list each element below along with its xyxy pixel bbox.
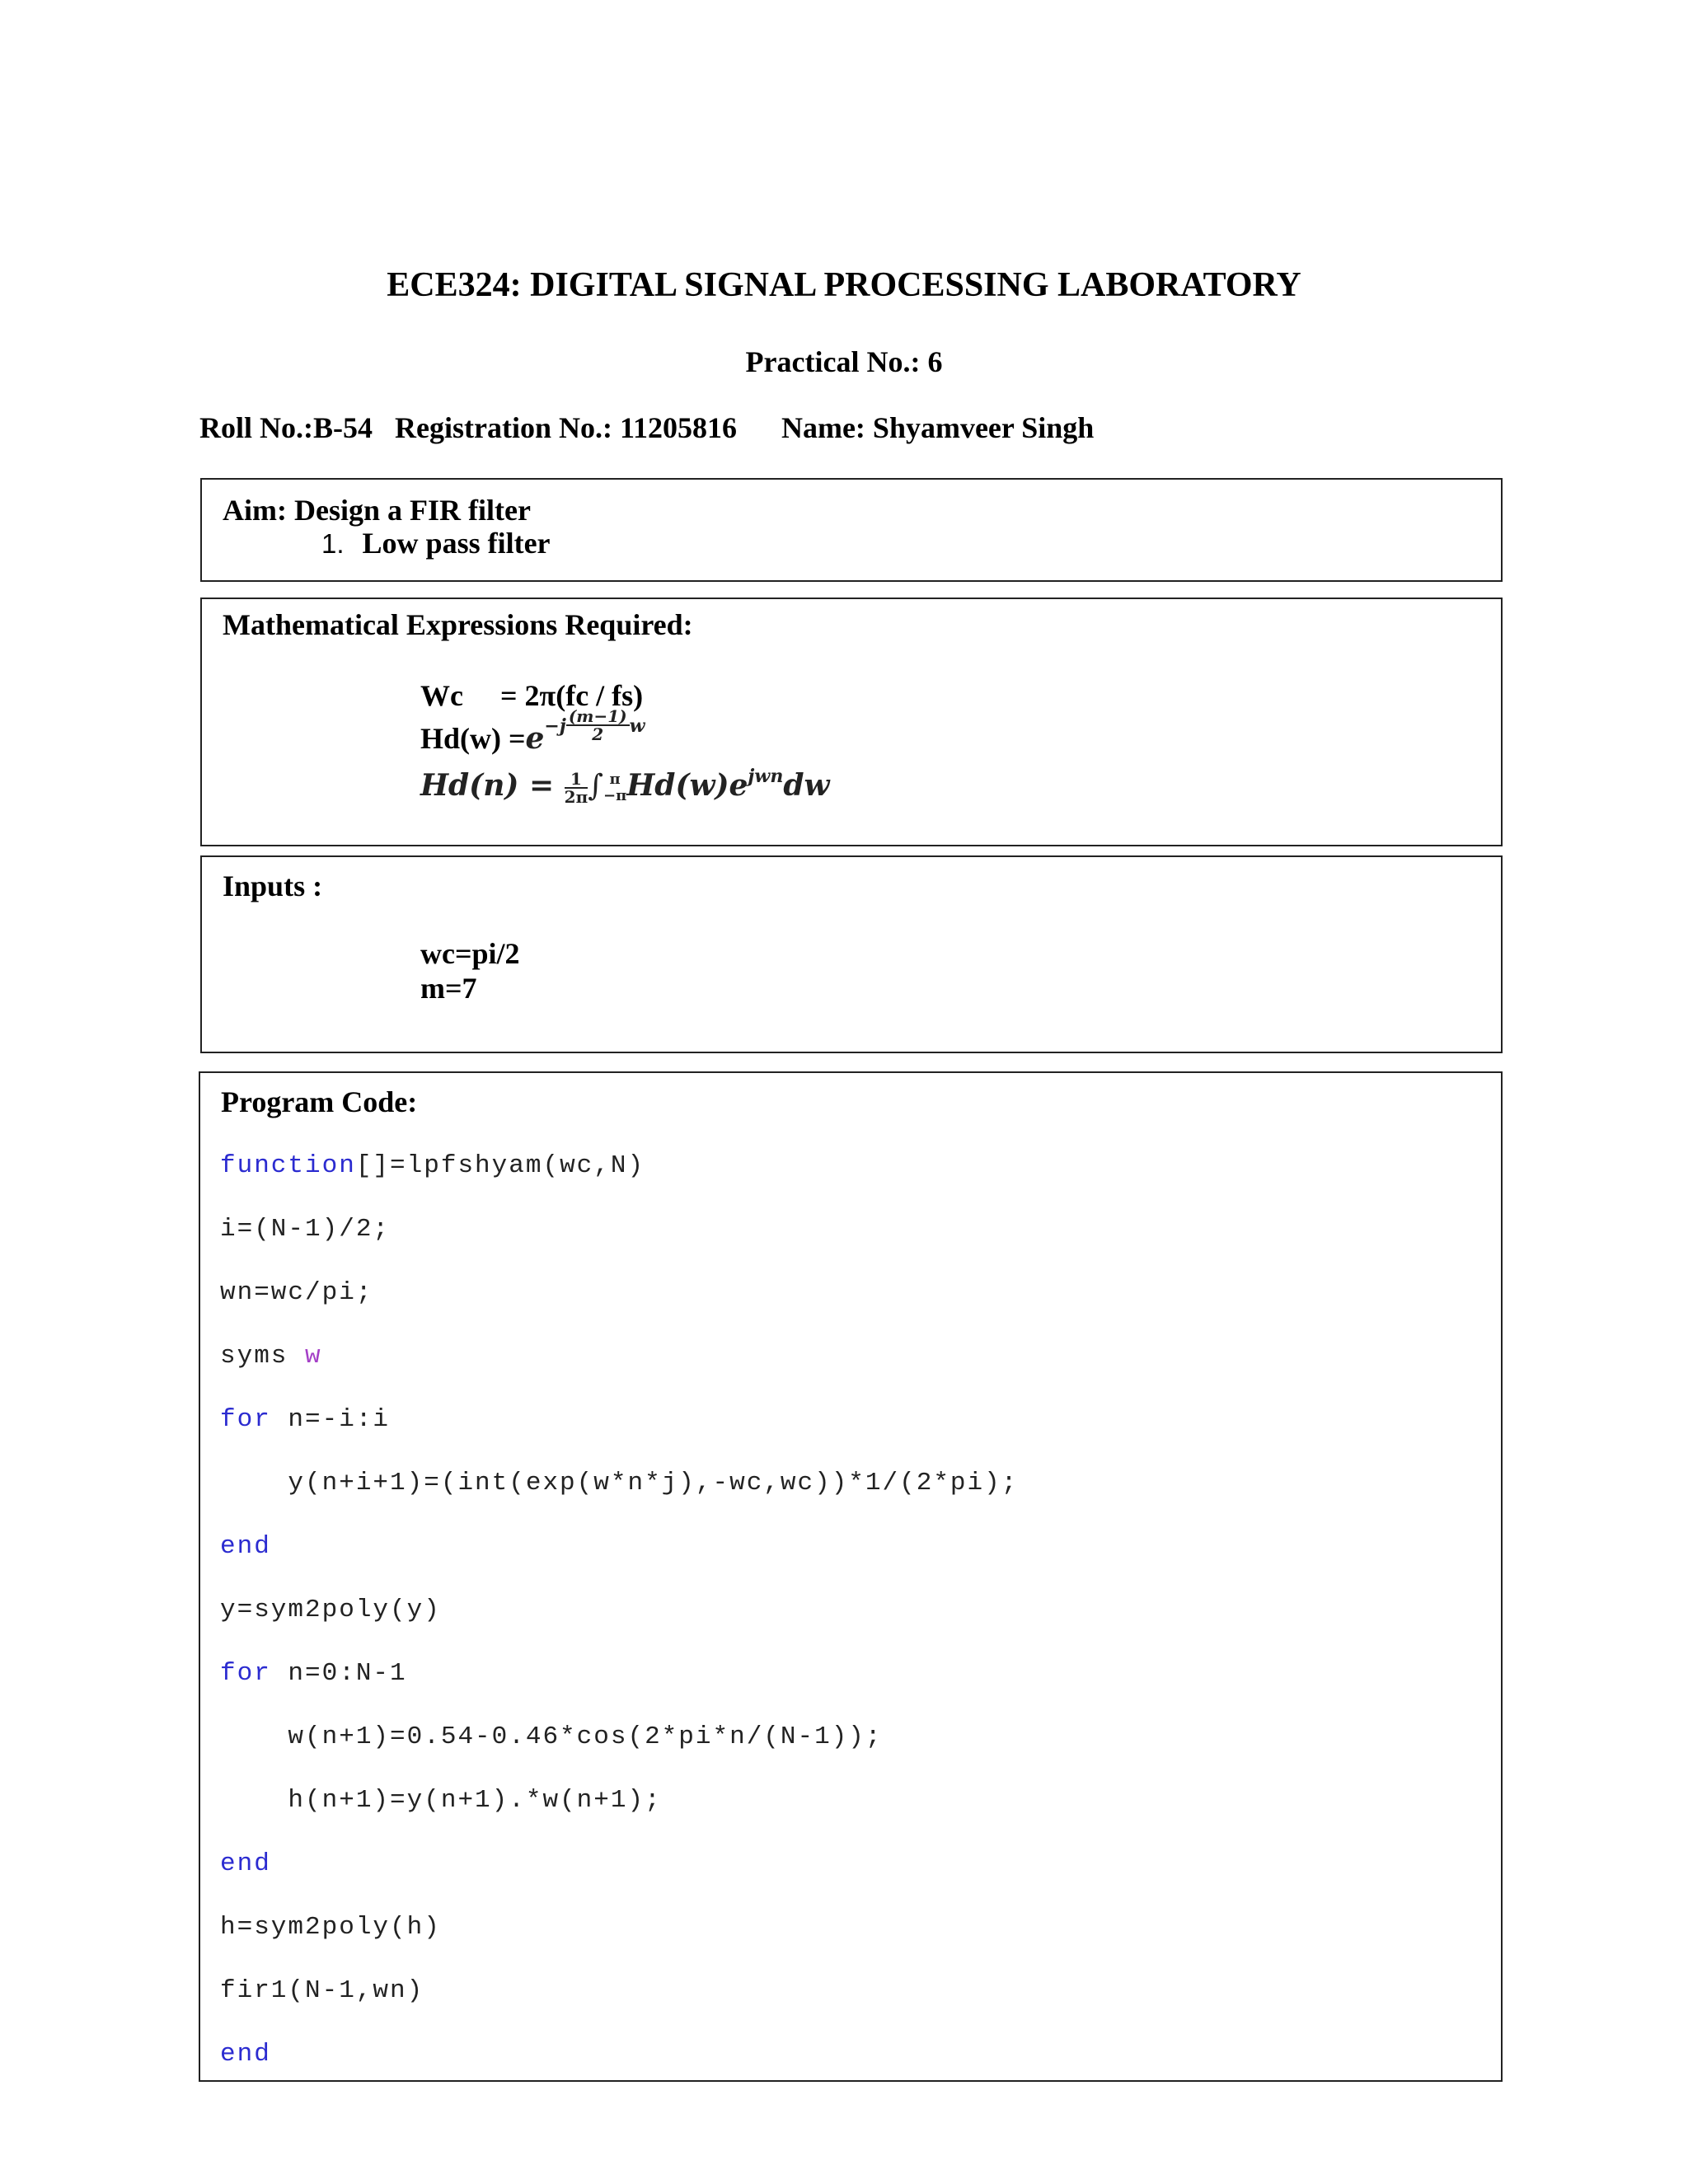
aim-item-text: Low pass filter [362, 527, 551, 560]
hdn-fraction: $\frac{1}{2\pi}$ [564, 769, 588, 807]
wc-lhs: Wc [420, 679, 463, 712]
code-line: end [220, 1532, 271, 1561]
inputs-heading: Inputs : [223, 869, 323, 902]
code-line: w(n+1)=0.54-0.46*cos(2*pi*n/(N-1)); [220, 1722, 883, 1751]
code-line: function[]=lpfshyam(wc,N) [220, 1151, 645, 1180]
aim-heading: Aim: Design a FIR filter [223, 494, 531, 527]
hdn-equation [420, 768, 830, 805]
code-line: h=sym2poly(h) [220, 1913, 441, 1942]
code-heading: Program Code: [221, 1085, 418, 1118]
code-line: wn=wc/pi; [220, 1278, 373, 1307]
registration-number: Registration No.: 11205816 [395, 411, 737, 444]
hdn-differential: dw [783, 768, 830, 803]
hdw-equation [420, 706, 645, 761]
hdw-exponent: −j (m−1) 2 w [544, 706, 645, 744]
code-line: end [220, 1849, 271, 1878]
hdn-lhs: Hd(n) = [420, 768, 555, 803]
code-line: end [220, 2040, 271, 2069]
code-line: y(n+i+1)=(int(exp(w*n*j),-wc,wc))*1/(2*pi); [220, 1469, 1019, 1497]
input-value: wc=pi/2 [420, 937, 520, 970]
code-line: for n=0:N-1 [220, 1659, 407, 1688]
input-value: m=7 [420, 972, 477, 1005]
math-heading: Mathematical Expressions Required: [223, 608, 693, 641]
program-code-box [199, 1071, 1503, 2082]
inputs-box [200, 855, 1503, 1053]
math-expressions-box [200, 598, 1503, 846]
code-line: h(n+1)=y(n+1).*w(n+1); [220, 1786, 662, 1815]
code-line: fir1(N-1,wn) [220, 1976, 424, 2005]
wc-rhs: = 2π(fc / fs) [499, 679, 644, 712]
hdw-exponential: $e^{-j \frac{(m-1)}{2} w}$ [525, 706, 645, 756]
code-line: y=sym2poly(y) [220, 1596, 441, 1624]
student-id-line [199, 410, 1094, 445]
aim-item-number: 1. [321, 528, 345, 559]
code-line: for n=-i:i [220, 1405, 391, 1434]
aim-list-item [321, 526, 551, 560]
integral-limits: π −π [603, 771, 627, 804]
roll-number: Roll No.:B-54 [199, 411, 373, 444]
integral-sign: ∫ [588, 769, 603, 803]
hdn-body: Hd(w)e [626, 768, 748, 803]
hdn-body-exponent: jwn [748, 766, 784, 787]
student-name: Name: Shyamveer Singh [781, 411, 1095, 444]
code-line: i=(N-1)/2; [220, 1215, 391, 1244]
code-line: syms w [220, 1342, 322, 1371]
page-title: ECE324: DIGITAL SIGNAL PROCESSING LABORATORY [387, 266, 1301, 304]
aim-box [200, 478, 1503, 582]
hdw-lhs: Hd(w) = [420, 722, 526, 755]
practical-number: Practical No.: 6 [745, 345, 943, 378]
